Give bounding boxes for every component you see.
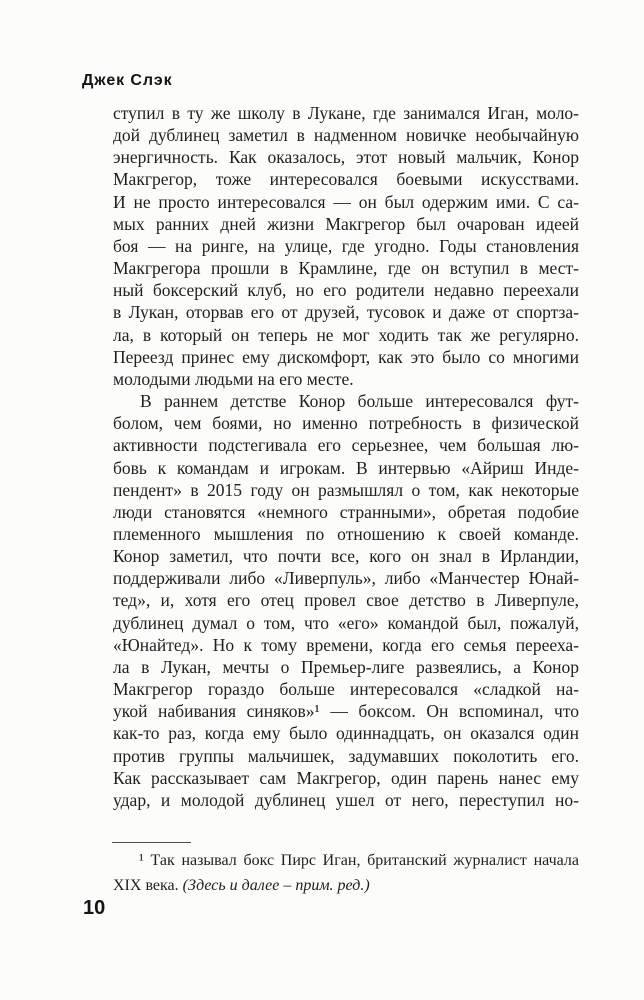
text-line: бовь к командам и игрокам. В интервью «Айриш Инде- (113, 457, 579, 478)
text-line: против группы мальчишек, задумавших поколотить его. (113, 745, 579, 766)
text-line: болом, чем боями, но именно потребность в физической (113, 413, 579, 434)
text-line: молодыми людьми на его месте. (113, 368, 354, 389)
text-line: укой набивания синяков»¹ — боксом. Он вспоминал, что (113, 701, 579, 722)
text-line: люди становятся «немного странными», обретая подобие (113, 501, 579, 522)
footnote-line (113, 849, 579, 874)
text-line: мых ранних дней жизни Макгрегор был очарован идеей (113, 213, 579, 234)
footnote (113, 849, 579, 898)
footnote-editor-note: (Здесь и далее – прим. ред.) (182, 876, 370, 894)
footnote-line (113, 874, 579, 899)
text-line: «Юнайтед». Но к тому времени, когда его семья перееха- (113, 634, 579, 655)
text-line: ный боксерский клуб, но его родители недавно переехали (113, 280, 579, 301)
body-text (113, 102, 579, 811)
text-line: Макгрегора прошли в Крамлине, где он вступил в мест- (113, 258, 579, 279)
text-line: Переезд принес ему дискомфорт, как это было со многими (113, 346, 579, 367)
text-line: пендент» в 2015 году он размышлял о том, как некоторые (113, 479, 579, 500)
text-line: дой дублинец заметил в надменном новичке необычайную (113, 125, 579, 146)
text-line: племенного мышления по отношению к своей команде. (113, 523, 579, 544)
text-line: как-то раз, когда ему было одиннадцать, он оказался один (113, 723, 579, 744)
footnote-segment: XIX века. (113, 876, 183, 894)
text-line: Конор заметил, что почти все, кого он знал в Ирландии, (113, 546, 579, 567)
text-line: активности подстегивала его серьезнее, чем большая лю- (113, 435, 579, 456)
text-line: ла в Лукан, мечты о Премьер-лиге развеялись, а Конор (113, 656, 579, 677)
text-line: энергичность. Как оказалось, этот новый мальчик, Конор (113, 147, 579, 168)
running-head-author: Джек Слэк (82, 72, 173, 89)
text-line: боя — на ринге, на улице, где угодно. Годы становления (113, 235, 579, 256)
text-line: В раннем детстве Конор больше интересовался фут- (140, 391, 579, 412)
text-line: тед», и, хотя его отец провел свое детство в Ливерпуле, (113, 590, 579, 611)
text-line: в Лукан, оторвав его от друзей, тусовок и даже от спортза- (113, 302, 579, 323)
text-line: Как рассказывает сам Макгрегор, один парень нанес ему (113, 767, 579, 788)
text-line: ступил в ту же школу в Лукане, где занимался Иган, моло- (113, 103, 579, 123)
text-line: удар, и молодой дублинец ушел от него, переступил но- (113, 789, 579, 810)
text-line: И не просто интересовался — он был одержим ими. С са- (113, 191, 579, 212)
text-line: Макгрегор, тоже интересовался боевыми искусствами. (113, 169, 579, 190)
text-line: Макгрегор гораздо больше интересовался «сладкой на- (113, 679, 579, 700)
footnote-segment: ¹ Так называл бокс Пирс Иган, британский журналист начала (139, 852, 579, 869)
text-line: ла, в который он теперь не мог ходить так же регулярно. (113, 324, 579, 345)
footnote-separator (112, 842, 191, 843)
text-line: дублинец думал о том, что «его» командой был, пожалуй, (113, 612, 579, 633)
text-line: поддерживали либо «Ливерпуль», либо «Манчестер Юнай- (113, 568, 579, 589)
page-number: 10 (83, 897, 106, 919)
